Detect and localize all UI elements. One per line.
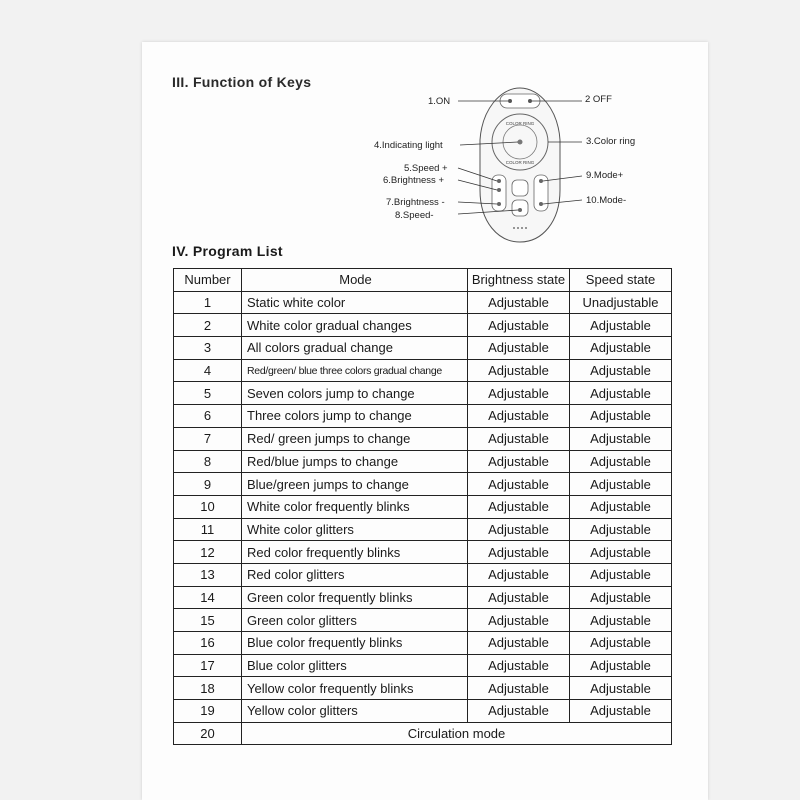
off-dot	[528, 99, 532, 103]
cell-brightness-state: Adjustable	[468, 541, 570, 564]
cell-brightness-state: Adjustable	[468, 518, 570, 541]
cell-mode: Red/green/ blue three colors gradual change	[242, 359, 468, 382]
label-brightness-minus: 7.Brightness -	[386, 197, 445, 208]
table-row	[174, 609, 672, 632]
cell-number: 4	[174, 359, 242, 382]
cell-number: 15	[174, 609, 242, 632]
cell-speed-state: Adjustable	[570, 495, 672, 518]
cell-mode: All colors gradual change	[242, 337, 468, 360]
cell-number: 2	[174, 314, 242, 337]
cell-mode: Seven colors jump to change	[242, 382, 468, 405]
cell-number: 8	[174, 450, 242, 473]
header-speed: Speed state	[570, 269, 672, 292]
cell-mode: Red color frequently blinks	[242, 541, 468, 564]
cell-number: 1	[174, 291, 242, 314]
cell-number: 14	[174, 586, 242, 609]
cell-brightness-state: Adjustable	[468, 473, 570, 496]
label-on: 1.ON	[428, 96, 451, 107]
cell-brightness-state: Adjustable	[468, 563, 570, 586]
cell-number: 3	[174, 337, 242, 360]
table-row-circulation	[174, 722, 672, 745]
cell-speed-state: Adjustable	[570, 700, 672, 723]
table-row	[174, 654, 672, 677]
cell-speed-state: Adjustable	[570, 427, 672, 450]
header-mode: Mode	[242, 269, 468, 292]
cell-mode: Green color glitters	[242, 609, 468, 632]
cell-brightness-state: Adjustable	[468, 586, 570, 609]
cell-brightness-state: Adjustable	[468, 291, 570, 314]
center-button-top	[512, 180, 528, 196]
table-row	[174, 382, 672, 405]
label-brightness-plus: 6.Brightness +	[383, 175, 444, 186]
header-brightness: Brightness state	[468, 269, 570, 292]
label-speed-plus: 5.Speed +	[404, 163, 448, 174]
mode-plus-button	[539, 179, 543, 183]
speed-minus-button	[518, 208, 522, 212]
header-number: Number	[174, 269, 242, 292]
cell-mode: Three colors jump to change	[242, 405, 468, 428]
cell-speed-state: Adjustable	[570, 563, 672, 586]
cell-mode: Red/ green jumps to change	[242, 427, 468, 450]
ring-text-top: COLOR RING	[505, 121, 535, 126]
cell-brightness-state: Adjustable	[468, 427, 570, 450]
cell-mode: Red/blue jumps to change	[242, 450, 468, 473]
cell-brightness-state: Adjustable	[468, 700, 570, 723]
cell-speed-state: Unadjustable	[570, 291, 672, 314]
cell-brightness-state: Adjustable	[468, 382, 570, 405]
cell-speed-state: Adjustable	[570, 654, 672, 677]
ring-text-bottom: COLOR RING	[505, 160, 535, 165]
cell-speed-state: Adjustable	[570, 473, 672, 496]
cell-number: 11	[174, 518, 242, 541]
cell-number: 16	[174, 632, 242, 655]
cell-speed-state: Adjustable	[570, 586, 672, 609]
cell-mode: Blue color glitters	[242, 654, 468, 677]
cell-speed-state: Adjustable	[570, 337, 672, 360]
table-row	[174, 450, 672, 473]
cell-number: 12	[174, 541, 242, 564]
remote-body-outline	[480, 88, 560, 242]
cell-brightness-state: Adjustable	[468, 609, 570, 632]
cell-number: 10	[174, 495, 242, 518]
cell-speed-state: Adjustable	[570, 541, 672, 564]
cell-brightness-state: Adjustable	[468, 314, 570, 337]
cell-mode: Blue/green jumps to change	[242, 473, 468, 496]
table-row	[174, 359, 672, 382]
label-mode-plus: 9.Mode+	[586, 170, 624, 181]
table-row	[174, 541, 672, 564]
cell-brightness-state: Adjustable	[468, 337, 570, 360]
cell-brightness-state: Adjustable	[468, 495, 570, 518]
cell-mode: White color frequently blinks	[242, 495, 468, 518]
cell-mode: Yellow color frequently blinks	[242, 677, 468, 700]
cell-mode: White color gradual changes	[242, 314, 468, 337]
cell-number: 7	[174, 427, 242, 450]
section-heading-function-of-keys: III. Function of Keys	[172, 74, 312, 90]
table-row	[174, 700, 672, 723]
cell-speed-state: Adjustable	[570, 382, 672, 405]
indicating-light-dot	[518, 140, 523, 145]
cell-number: 13	[174, 563, 242, 586]
label-color-ring: 3.Color ring	[586, 136, 636, 147]
label-speed-minus: 8.Speed-	[395, 210, 434, 221]
cell-brightness-state: Adjustable	[468, 677, 570, 700]
cell-number: 6	[174, 405, 242, 428]
cell-number: 9	[174, 473, 242, 496]
label-indicating-light: 4.Indicating light	[374, 140, 443, 151]
cell-mode: Yellow color glitters	[242, 700, 468, 723]
cell-number: 20	[174, 722, 242, 745]
cell-speed-state: Adjustable	[570, 518, 672, 541]
cell-speed-state: Adjustable	[570, 632, 672, 655]
cell-brightness-state: Adjustable	[468, 405, 570, 428]
label-off: 2 OFF	[585, 94, 612, 105]
table-row	[174, 563, 672, 586]
cell-brightness-state: Adjustable	[468, 632, 570, 655]
brightness-plus-button	[497, 188, 501, 192]
cell-brightness-state: Adjustable	[468, 450, 570, 473]
cell-mode: Blue color frequently blinks	[242, 632, 468, 655]
mode-minus-button	[539, 202, 543, 206]
program-list-table	[173, 268, 672, 745]
table-row	[174, 405, 672, 428]
table-row	[174, 495, 672, 518]
cell-speed-state: Adjustable	[570, 314, 672, 337]
table-row	[174, 677, 672, 700]
table-row	[174, 473, 672, 496]
table-row	[174, 291, 672, 314]
cell-mode: Static white color	[242, 291, 468, 314]
cell-mode: Red color glitters	[242, 563, 468, 586]
on-dot	[508, 99, 512, 103]
cell-speed-state: Adjustable	[570, 359, 672, 382]
section-heading-program-list: IV. Program List	[172, 243, 283, 259]
cell-mode: Green color frequently blinks	[242, 586, 468, 609]
brightness-minus-button	[497, 202, 501, 206]
cell-brightness-state: Adjustable	[468, 359, 570, 382]
cell-mode: White color glitters	[242, 518, 468, 541]
table-row	[174, 586, 672, 609]
cell-brightness-state: Adjustable	[468, 654, 570, 677]
cell-mode: Circulation mode	[242, 722, 672, 745]
cell-number: 18	[174, 677, 242, 700]
cell-speed-state: Adjustable	[570, 450, 672, 473]
cell-speed-state: Adjustable	[570, 677, 672, 700]
cell-number: 5	[174, 382, 242, 405]
table-row	[174, 337, 672, 360]
cell-number: 19	[174, 700, 242, 723]
speed-plus-button	[497, 179, 501, 183]
table-row	[174, 518, 672, 541]
cell-speed-state: Adjustable	[570, 405, 672, 428]
cell-number: 17	[174, 654, 242, 677]
table-header-row	[174, 269, 672, 292]
table-row	[174, 632, 672, 655]
table-row	[174, 314, 672, 337]
table-row	[174, 427, 672, 450]
cell-speed-state: Adjustable	[570, 609, 672, 632]
label-mode-minus: 10.Mode-	[586, 195, 627, 206]
